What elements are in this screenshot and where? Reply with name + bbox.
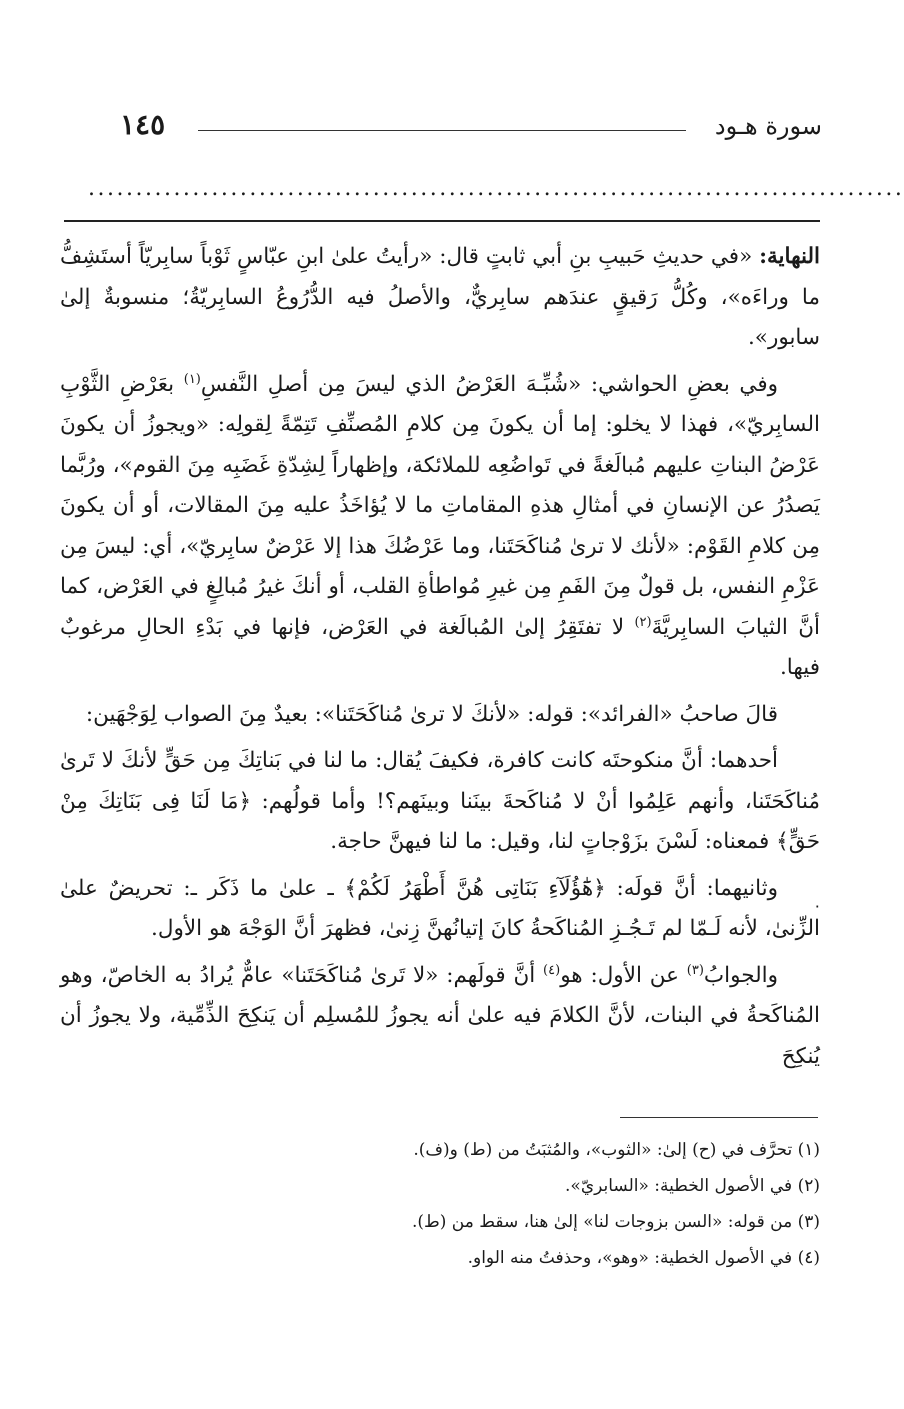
main-rule	[64, 220, 820, 222]
paragraph-text: والجوابُ	[703, 962, 778, 988]
main-text	[60, 237, 820, 1083]
paragraph-text: أنَّ قولَهم: «لا تَرىٰ مُناكَحَتَنا» عامٌّ يُرادُ به الخاصّ، وهو المُناكَحةُ في البنات، لأنَّ الكلامَ فيه علىٰ أنه يجوزُ للمُسلِم أن يَنكِحَ الذِّمِّية، ولا يجوزُ أن يُنكِحَ	[60, 962, 820, 1069]
paragraph-nihaya	[60, 237, 820, 359]
footnote-item: (٣) من قوله: «السن بزوجات لنا» إلىٰ هنا، سقط من (ط).	[412, 1212, 820, 1232]
page-header	[120, 108, 822, 152]
paragraph-faraid: قالَ صاحبُ «الفرائد»: قوله: «لأنكَ لا ترىٰ مُناكَحَتَنا»: بعيدٌ مِنَ الصواب لِوَجْهَين:	[85, 701, 778, 727]
running-title: سورة هـود	[714, 112, 822, 140]
paragraph-hawashi	[60, 365, 820, 689]
footnote-ref[interactable]: (٣)	[686, 962, 704, 978]
footnote-ref[interactable]: (٢)	[634, 614, 652, 630]
footnote-ref[interactable]: (٤)	[543, 962, 561, 978]
page-number: ١٤٥	[120, 108, 166, 141]
dotted-separator: ......................................................................................	[88, 176, 904, 201]
paragraph-text: بعَرْضِ الثَّوْبِ السابِريّ»، فهذا لا يخلو: إما أن يكونَ مِن كلامِ المُصنِّفِ تَتِمّةً لِقولِه: «ويجوزُ أن يكونَ عَرْضُ البناتِ عليهم مُبالَغةً في تَواضُعِه للملائكة، وإظهاراً لِشِدّةِ غَضَبِه مِنَ القوم»، ورُبَّما يَصدُرُ عن الإنسانِ في أمثالِ هذهِ المقاماتِ ما لا يُؤاخَذُ عليه مِنَ المقالات، أو أن يكونَ مِن كلامِ القَوْم: «لأنك لا ترىٰ مُناكَحَتَنا، وما عَرْضُكَ هذا إلا عَرْضٌ سابِريّ»، أي: ليسَ مِن عَزْمِ النفس، بل قولٌ مِنَ الفَمِ مِن غيرِ مُواطأةِ القلب، أو أنكَ غيرُ مُبالِغٍ في العَرْض، كما أنَّ الثيابَ السابِريَّةَ	[60, 371, 820, 640]
paragraph-text: «في حديثِ حَبيبِ بنِ أبي ثابتٍ قال: «رأيتُ علىٰ ابنِ عبّاسٍ ثَوْباً سابِريّاً أستَشِفُّ ما وراءَه»، وكُلُّ رَقيقٍ عندَهم سابِريٌّ، والأصلُ فيه الدُّرُوعُ السابِريّةُ؛ منسوبةٌ إلىٰ سابور».	[60, 244, 820, 350]
header-rule	[198, 130, 686, 131]
footnote-rule	[620, 1117, 818, 1118]
paragraph-text: وفي بعضِ الحواشي: «شُبِّـهَ العَرْضُ الذي ليسَ مِن أصلِ النَّفسِ	[200, 371, 778, 397]
footnote-ref[interactable]: (١)	[183, 371, 201, 387]
footnote-item: (٢) في الأصول الخطية: «السابريّ».	[565, 1176, 820, 1196]
footnote-item: (١) تحرَّف في (ح) إلىٰ: «الثوب»، والمُثبَتُ من (ط) و(ف).	[413, 1140, 820, 1160]
source-keyword: النهاية:	[759, 244, 820, 269]
margin-mark: ٠	[813, 896, 822, 915]
paragraph-first-reason: أحدهما: أنَّ منكوحتَه كانت كافرة، فكيفَ يُقال: ما لنا في بَناتِكَ مِن حَقٍّ لأنكَ لا تَرىٰ مُناكَحَتَنا، وأنهم عَلِمُوا أنْ لا مُناكَحةَ بينَنا وبينَهم؟! وأما قولُهم: ﴿مَا لَنَا فِى بَنَاتِكَ مِنْ حَقٍّ﴾ فمعناه: لَسْنَ بزَوْجاتٍ لنا، وقيل: ما لنا فيهنَّ حاجة.	[60, 748, 820, 854]
footnote-item: (٤) في الأصول الخطية: «وهو»، وحذفتُ منه الواو.	[467, 1248, 820, 1268]
paragraph-text: عن الأول: هو	[560, 962, 687, 988]
paragraph-second-reason: وثانيهما: أنَّ قولَه: ﴿هَٰٓؤُلَآءِ بَنَاتِى هُنَّ أَطْهَرُ لَكُمْ﴾ ـ علىٰ ما ذَكَر ـ: تحريضٌ علىٰ الزِّنىٰ، لأنه لَـمّا لم تَـجُـزِ المُناكَحةُ كانَ إتيانُهنَّ زِنىٰ، فظهرَ أنَّ الوَجْهَ هو الأول.	[60, 875, 820, 941]
paragraph-text: لا تفتَقِرُ إلىٰ المُبالَغة في العَرْض، فإنها في بَدْءِ الحالِ مرغوبٌ فيها.	[60, 614, 820, 680]
paragraph-answer	[60, 956, 820, 1078]
footnotes	[60, 1132, 820, 1276]
